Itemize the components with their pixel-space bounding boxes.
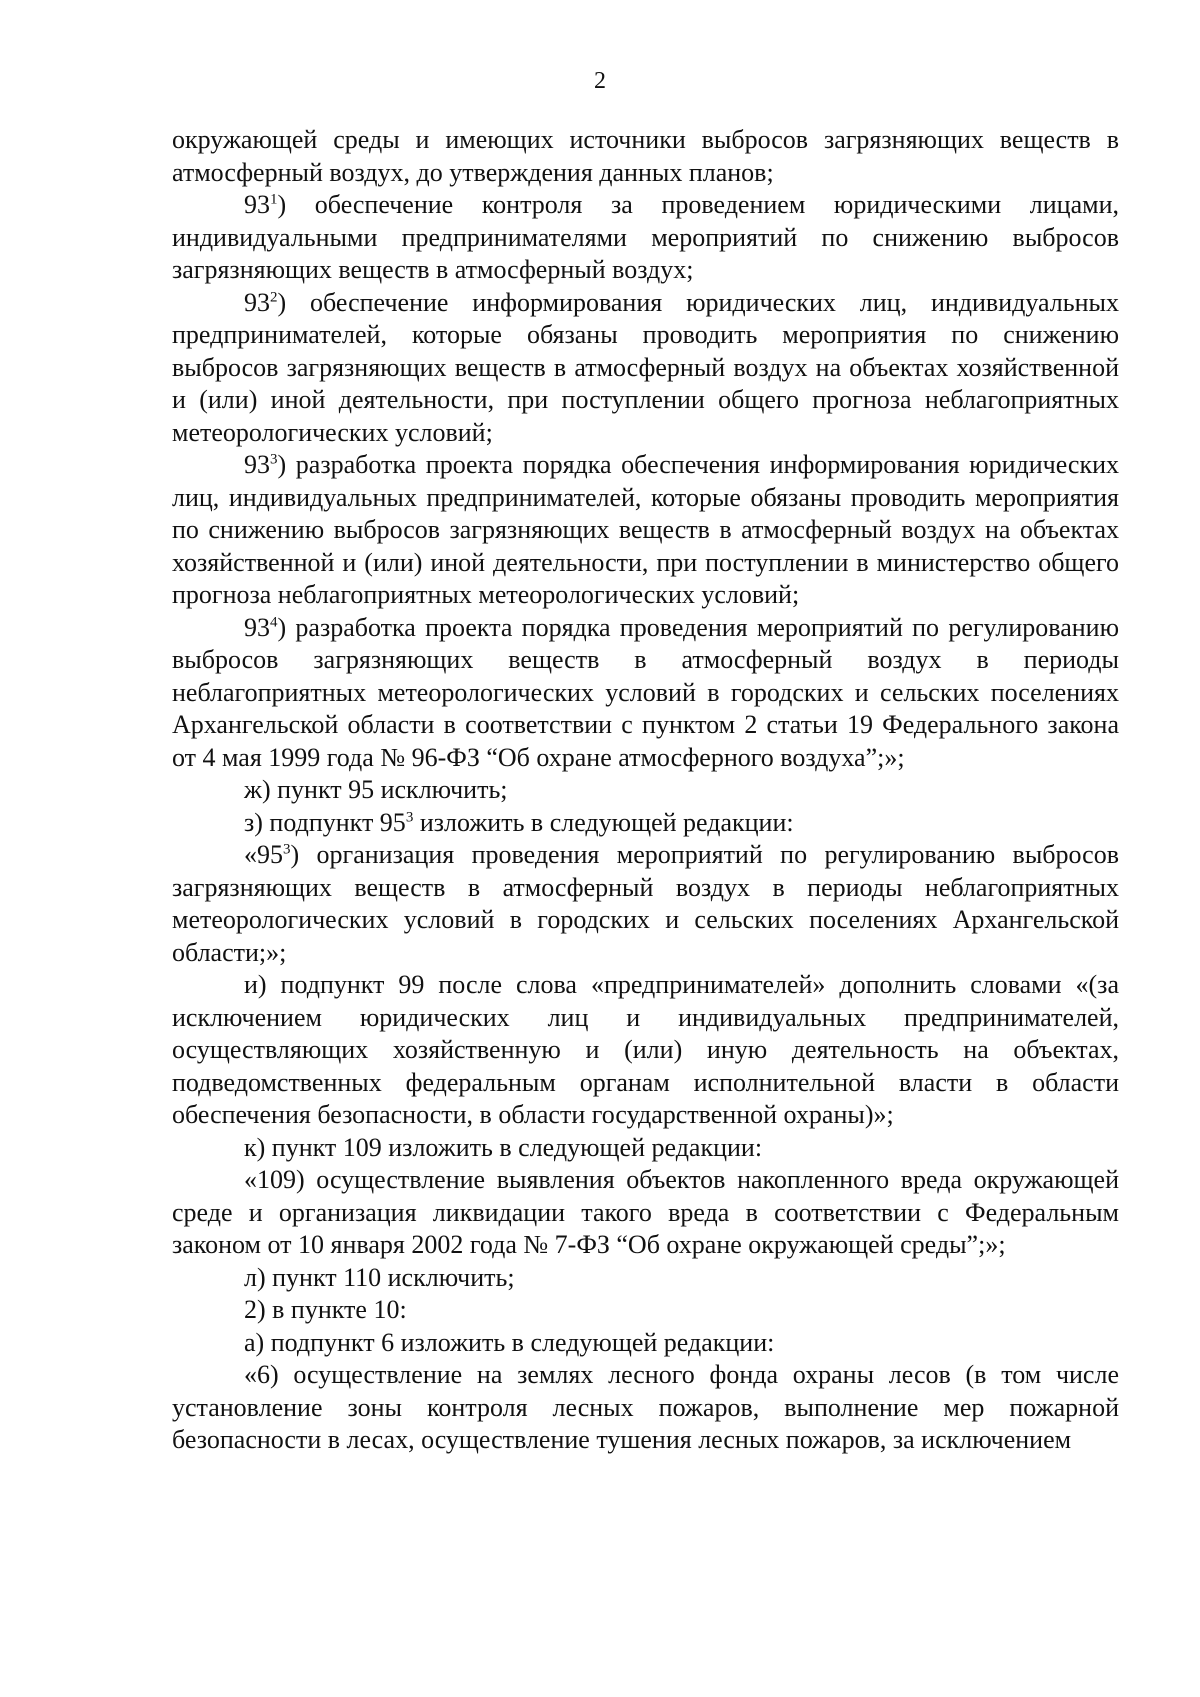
superscript: 4: [270, 613, 278, 630]
paragraph: [172, 1327, 1119, 1360]
text-run: «6) осуществление на землях лесного фонда охраны лесов (в том числе установление зоны контроля лесных пожаров, выполнение мер пожарной безопасности в лесах, осуществление тушения лесных пожаров, за исключением: [172, 1360, 1119, 1454]
text-run: ) разработка проекта порядка проведения мероприятий по регулированию выбросов загрязняющих веществ в атмосферный воздух в периоды неблагоприятных метеорологических условий в городских и сельских поселениях Архангельской области в соответствии с пунктом 2 статьи 19 Федерального закона от 4 мая 1999 года № 96-ФЗ “Об охране атмосферного воздуха”;»;: [172, 612, 1119, 772]
superscript: 1: [270, 191, 278, 208]
paragraph: [172, 1359, 1119, 1457]
superscript: 3: [270, 451, 278, 468]
text-run: 93: [244, 287, 270, 317]
text-run: а) подпункт 6 изложить в следующей редакции:: [244, 1327, 775, 1357]
paragraph: [172, 839, 1119, 969]
text-run: ж) пункт 95 исключить;: [244, 775, 508, 804]
paragraph: [172, 1132, 1119, 1165]
paragraph: [172, 612, 1119, 775]
superscript: 3: [283, 841, 291, 858]
text-run: ) обеспечение контроля за проведением юридическими лицами, индивидуальными предпринимателями мероприятий по снижению выбросов загрязняющих веществ в атмосферный воздух;: [172, 190, 1119, 284]
text-run: 93: [244, 190, 270, 219]
paragraph: [172, 1164, 1119, 1262]
text-run: ) организация проведения мероприятий по регулированию выбросов загрязняющих веществ в атмосферный воздух в периоды неблагоприятных метеорологических условий в городских и сельских поселениях Архангельской области;»;: [172, 840, 1119, 967]
paragraph: [172, 774, 1119, 807]
text-run: и) подпункт 99 после слова «предпринимателей» дополнить словами «(за исключением юридических лиц и индивидуальных предпринимателей, осуществляющих хозяйственную и (или) иную деятельность на объектах, подведомственных федеральным органам исполнительной власти в области обеспечения безопасности, в области государственной охраны)»;: [172, 970, 1119, 1129]
superscript: 3: [405, 808, 414, 825]
text-run: л) пункт 110 исключить;: [244, 1262, 515, 1292]
paragraph: [172, 807, 1119, 840]
text-run: к) пункт 109 изложить в следующей редакции:: [244, 1132, 763, 1162]
page-number: 2: [594, 68, 606, 94]
text-run: изложить в следующей редакции:: [413, 807, 794, 837]
text-run: «95: [244, 840, 283, 869]
text-run: 93: [244, 450, 270, 479]
paragraph: [172, 189, 1119, 287]
text-run: ) разработка проекта порядка обеспечения информирования юридических лиц, индивидуальных предпринимателей, которые обязаны проводить мероприятия по снижению выбросов загрязняющих веществ в атмосферный воздух на объектах хозяйственной и (или) иной деятельности, при поступлении в министерство общего прогноза неблагоприятных метеорологических условий;: [172, 450, 1119, 609]
paragraph: [172, 1294, 1119, 1327]
paragraph: [172, 124, 1119, 189]
text-run: 93: [244, 612, 270, 642]
text-run: окружающей среды и имеющих источники выбросов загрязняющих веществ в атмосферный воздух, до утверждения данных планов;: [172, 125, 1119, 187]
superscript: 2: [270, 288, 278, 305]
text-run: 2) в пункте 10:: [244, 1295, 407, 1324]
paragraph: [172, 1262, 1119, 1295]
paragraph: [172, 449, 1119, 612]
paragraph: [172, 969, 1119, 1132]
text-run: ) обеспечение информирования юридических лиц, индивидуальных предпринимателей, которые обязаны проводить мероприятия по снижению выбросов загрязняющих веществ в атмосферный воздух на объектах хозяйственной и (или) иной деятельности, при поступлении общего прогноза неблагоприятных метеорологических условий;: [172, 287, 1119, 447]
text-run: з) подпункт 95: [244, 807, 406, 837]
text-run: «109) осуществление выявления объектов накопленного вреда окружающей среде и организация ликвидации такого вреда в соответствии с Федеральным законом от 10 января 2002 года № 7-ФЗ “Об охране окружающей среды”;»;: [172, 1165, 1119, 1259]
paragraph: [172, 287, 1119, 450]
document-body: [172, 124, 1119, 1457]
